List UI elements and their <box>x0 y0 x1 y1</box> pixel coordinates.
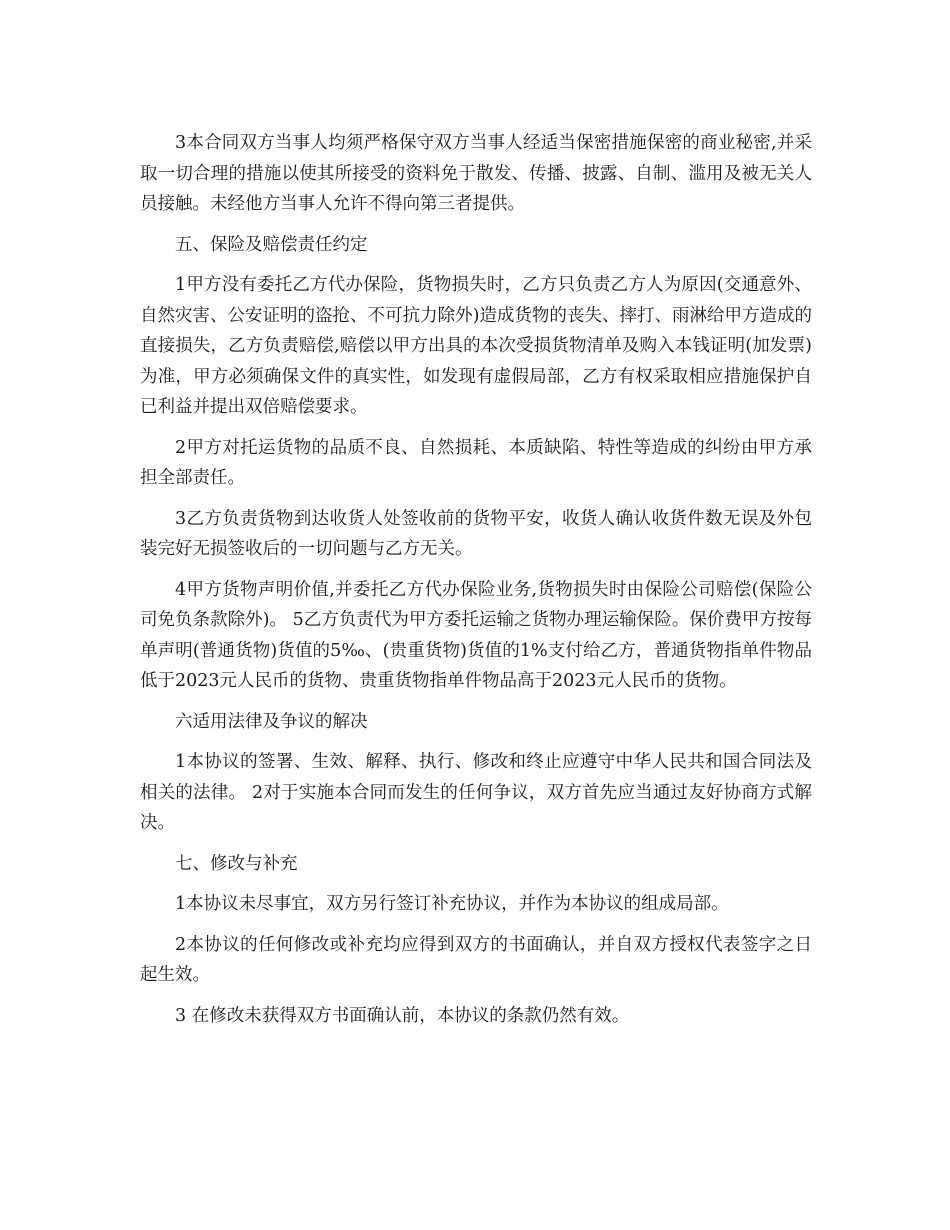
paragraph-insurance-4-5: 4甲方货物声明价值,并委托乙方代办保险业务,货物损失时由保险公司赔偿(保险公司免负条款除外)。 5乙方负责代为甲方委托运输之货物办理运输保险。保价费甲方按每单声明(普通货物)货值的5‰、(贵重货物)货值的1%支付给乙方，普通货物指单件物品低于2023元人民币的货物、贵重货物指单件物品高于2023元人民币的货物。 <box>140 579 812 691</box>
paragraph-amendment-2: 2本协议的任何修改或补充均应得到双方的书面确认，并自双方授权代表签字之日起生效。 <box>140 934 812 985</box>
section-heading-law: 六适用法律及争议的解决 <box>175 711 368 732</box>
paragraph-amendment-3: 3 在修改未获得双方书面确认前，本协议的条款仍然有效。 <box>175 1005 630 1026</box>
section-heading-insurance: 五、保险及赔偿责任约定 <box>175 234 368 255</box>
document-body <box>140 128 812 1041</box>
paragraph-law-1-2: 1本协议的签署、生效、解释、执行、修改和终止应遵守中华人民共和国合同法及相关的法律。 2对于实施本合同而发生的任何争议，双方首先应当通过友好协商方式解决。 <box>140 752 812 833</box>
paragraph-insurance-2: 2甲方对托运货物的品质不良、自然损耗、本质缺陷、特性等造成的纠纷由甲方承担全部责任。 <box>140 437 812 488</box>
section-heading-amendment: 七、修改与补充 <box>175 853 298 874</box>
paragraph-confidentiality-3: 3本合同双方当事人均须严格保守双方当事人经适当保密措施保密的商业秘密,并采取一切合理的措施以使其所接受的资料免于散发、传播、披露、自制、滥用及被无关人员接触。未经他方当事人允许不得向第三者提供。 <box>140 133 812 214</box>
paragraph-insurance-1: 1甲方没有委托乙方代办保险，货物损失时，乙方只负责乙方人为原因(交通意外、自然灾害、公安证明的盗抢、不可抗力除外)造成货物的丧失、摔打、雨淋给甲方造成的直接损失，乙方负责赔偿,赔偿以甲方出具的本次受损货物清单及购入本钱证明(加发票)为准，甲方必须确保文件的真实性，如发现有虚假局部，乙方有权采取相应措施保护自已利益并提出双倍赔偿要求。 <box>140 275 812 417</box>
paragraph-amendment-1: 1本协议未尽事宜，双方另行签订补充协议，并作为本协议的组成局部。 <box>175 894 729 914</box>
paragraph-insurance-3: 3乙方负责货物到达收货人处签收前的货物平安，收货人确认收货件数无误及外包装完好无损签收后的一切问题与乙方无关。 <box>140 508 812 559</box>
